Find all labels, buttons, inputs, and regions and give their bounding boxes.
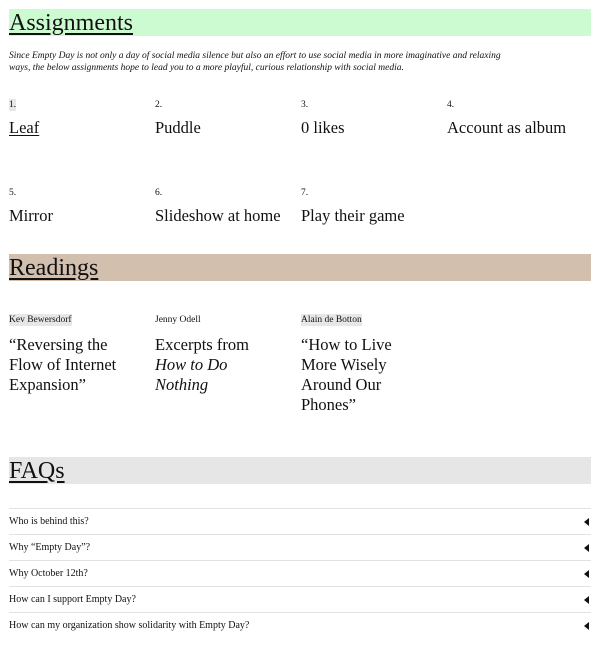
assignment-title[interactable]: Play their game — [301, 206, 405, 225]
assignment-item-mirror[interactable] — [9, 182, 155, 234]
reading-title-prefix: Excerpts from — [155, 335, 249, 354]
faq-question: How can I support Empty Day? — [9, 594, 136, 605]
assignments-grid — [9, 94, 591, 234]
assignment-title[interactable]: Account as album — [447, 118, 567, 137]
assignment-number: 7. — [301, 188, 309, 198]
reading-item[interactable] — [155, 309, 301, 415]
assignment-item-account-as-album[interactable] — [447, 94, 593, 146]
reading-item[interactable] — [9, 309, 155, 415]
assignment-number: 6. — [155, 188, 163, 198]
assignment-number: 2. — [155, 100, 163, 110]
faq-item[interactable] — [9, 612, 591, 638]
faq-question: Who is behind this? — [9, 516, 89, 527]
faq-question: How can my organization show solidarity with Empty Day? — [9, 620, 250, 631]
assignment-title[interactable]: Puddle — [155, 118, 201, 137]
assignment-number: 1. — [9, 100, 17, 110]
faq-item[interactable] — [9, 508, 591, 534]
readings-grid — [9, 309, 591, 415]
assignments-heading: Assignments — [9, 9, 134, 36]
assignments-header — [9, 9, 591, 36]
faq-list — [9, 508, 591, 638]
faq-item[interactable] — [9, 586, 591, 612]
faq-question: Why “Empty Day”? — [9, 542, 91, 553]
assignment-number: 5. — [9, 188, 17, 198]
caret-left-icon[interactable] — [584, 544, 589, 552]
assignment-number: 3. — [301, 100, 309, 110]
assignment-title[interactable]: Slideshow at home — [155, 206, 281, 225]
assignment-item-leaf[interactable] — [9, 94, 155, 146]
reading-title[interactable]: “Reversing the Flow of Internet Expansion” — [9, 335, 117, 394]
assignment-link-leaf[interactable]: Leaf — [9, 118, 40, 137]
caret-left-icon[interactable] — [584, 596, 589, 604]
assignment-item-puddle[interactable] — [155, 94, 301, 146]
caret-left-icon[interactable] — [584, 570, 589, 578]
faq-question: Why October 12th? — [9, 568, 88, 579]
reading-title[interactable]: “How to Live More Wisely Around Our Phones” — [301, 335, 392, 414]
reading-author: Alain de Botton — [301, 315, 362, 325]
faq-item[interactable] — [9, 534, 591, 560]
assignment-item-play-their-game[interactable] — [301, 182, 447, 234]
caret-left-icon[interactable] — [584, 622, 589, 630]
readings-header — [9, 254, 591, 281]
caret-left-icon[interactable] — [584, 518, 589, 526]
reading-author: Kev Bewersdorf — [9, 315, 72, 325]
assignment-item-0-likes[interactable] — [301, 94, 447, 146]
reading-item[interactable] — [301, 309, 447, 415]
faqs-heading: FAQs — [9, 457, 65, 484]
reading-author: Jenny Odell — [155, 315, 201, 325]
assignment-title[interactable]: Mirror — [9, 206, 53, 225]
reading-title[interactable] — [155, 335, 280, 395]
assignments-intro: Since Empty Day is not only a day of social media silence but also an effort to use social media in more imaginative and relaxing ways, the below assignments hope to lead you to a more playful, curious relationship with social media. — [9, 51, 501, 73]
assignment-number: 4. — [447, 100, 455, 110]
reading-title-book: How to Do Nothing — [155, 355, 228, 394]
faqs-header — [9, 457, 591, 484]
assignment-title[interactable]: 0 likes — [301, 118, 345, 137]
readings-heading: Readings — [9, 254, 99, 281]
faq-item[interactable] — [9, 560, 591, 586]
assignment-item-slideshow-at-home[interactable] — [155, 182, 301, 234]
